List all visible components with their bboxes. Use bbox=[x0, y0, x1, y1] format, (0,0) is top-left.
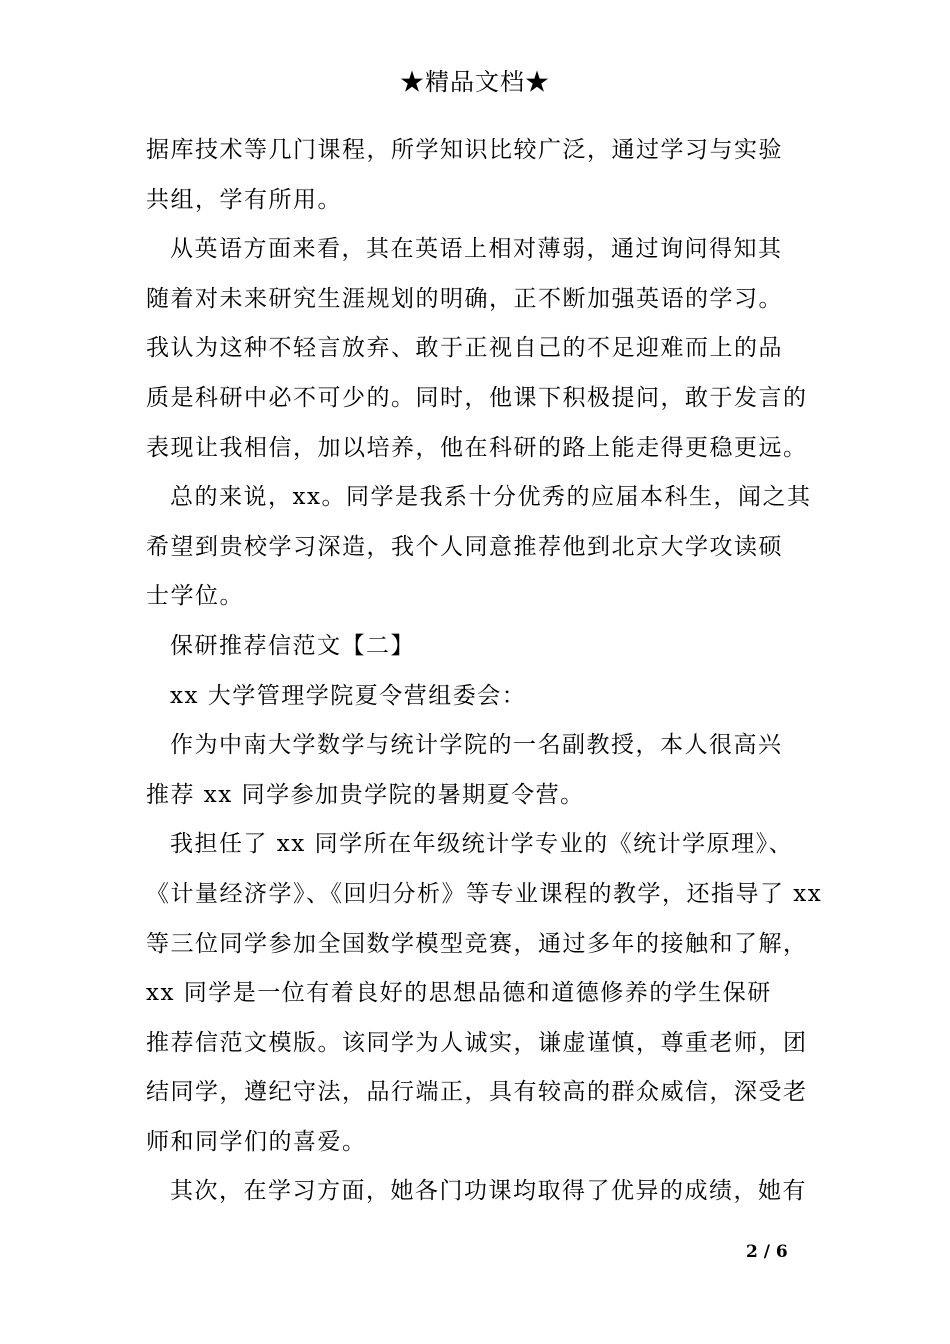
body-line: 随着对未来研究生涯规划的明确，正不断加强英语的学习。 bbox=[146, 285, 783, 312]
document-header-title: ★精品文档★ bbox=[400, 68, 550, 96]
letter-salutation: xx 大学管理学院夏令营组委会： bbox=[170, 682, 527, 709]
body-line: 推荐 xx 同学参加贵学院的暑期夏令营。 bbox=[146, 781, 585, 808]
document-body bbox=[146, 126, 823, 1217]
body-line: 我担任了 xx 同学所在年级统计学专业的《统计学原理》、 bbox=[170, 831, 794, 858]
body-line: 《计量经济学》、《回归分析》等专业课程的教学，还指导了 xx bbox=[146, 880, 823, 907]
body-line: 从英语方面来看，其在英语上相对薄弱，通过询问得知其 bbox=[170, 236, 783, 263]
body-line: 等三位同学参加全国数学模型竞赛，通过多年的接触和了解， bbox=[146, 930, 808, 957]
body-line: 我认为这种不轻言放弃、敢于正视自己的不足迎难而上的品 bbox=[146, 335, 783, 362]
body-line: 表现让我相信，加以培养，他在科研的路上能走得更稳更远。 bbox=[146, 434, 808, 461]
body-line: xx 同学是一位有着良好的思想品德和道德修养的学生保研 bbox=[146, 980, 772, 1007]
page-number: 2 / 6 bbox=[746, 1242, 788, 1262]
body-line: 总的来说，xx。同学是我系十分优秀的应届本科生，闻之其 bbox=[170, 484, 812, 511]
body-line: 质是科研中必不可少的。同时，他课下积极提问，敢于发言的 bbox=[146, 384, 808, 411]
section-heading: 保研推荐信范文【二】 bbox=[170, 632, 415, 659]
body-line: 作为中南大学数学与统计学院的一名副教授，本人很高兴 bbox=[170, 732, 783, 759]
body-line: 共组，学有所用。 bbox=[146, 186, 342, 213]
body-line: 希望到贵校学习深造，我个人同意推荐他到北京大学攻读硕 bbox=[146, 533, 783, 560]
body-line: 士学位。 bbox=[146, 583, 244, 610]
body-line: 据库技术等几门课程，所学知识比较广泛，通过学习与实验 bbox=[146, 137, 783, 163]
body-line: 师和同学们的喜爱。 bbox=[146, 1128, 367, 1155]
body-line: 结同学，遵纪守法，品行端正，具有较高的群众威信，深受老 bbox=[146, 1079, 808, 1106]
body-line: 推荐信范文模版。该同学为人诚实，谦虚谨慎，尊重老师，团 bbox=[146, 1029, 808, 1056]
body-line: 其次，在学习方面，她各门功课均取得了优异的成绩，她有 bbox=[170, 1178, 807, 1205]
